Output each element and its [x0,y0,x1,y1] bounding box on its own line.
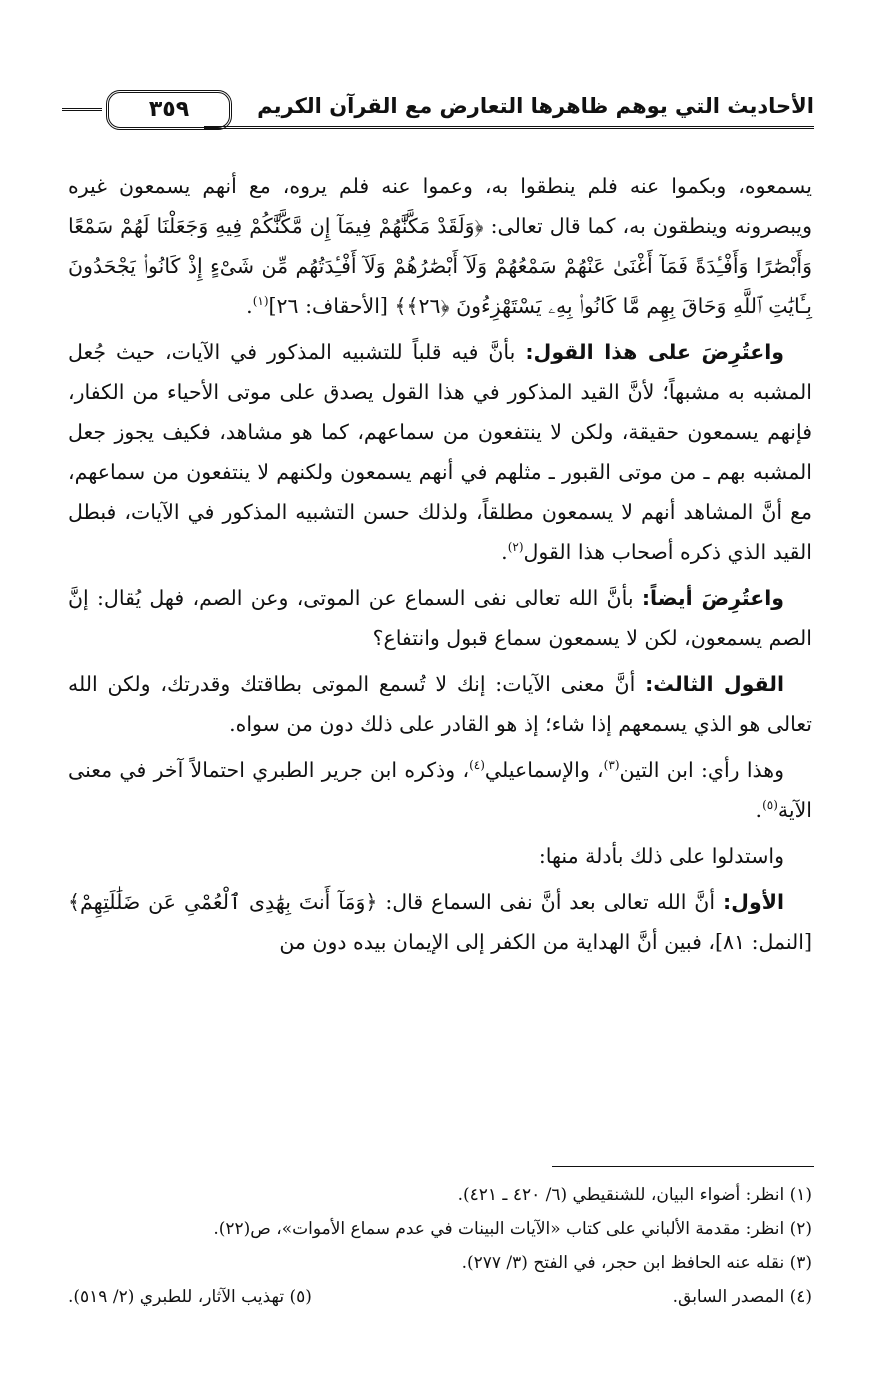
header-left-rule [62,108,102,111]
paragraph-end: . [501,540,508,564]
footnote-marker: (٤) [469,758,485,773]
paragraph-5 [68,750,812,830]
paragraph-text: بأنَّ فيه قلباً للتشبيه المذكور في الآيات، حيث جُعل المشبه به مشبهاً؛ لأنَّ القيد المذكور في هذا القول يصدق على موتى الأحياء من الكفار، فإنهم يسمعون حقيقة، ولكن لا ينتفعون من سماعهم، كما هو مشاهد، فكيف يجوز جعل المشبه بهم ـ من موتى القبور ـ مثلهم في أنهم يسمعون ولكنهم لا ينتفعون من سماعهم، مع أنَّ المشاهد أنهم لا يسمعون مطلقاً، ولذلك حسن التشبيه المذكور في الآيات، فبطل القيد الذي ذكره أصحاب هذا القول [68,340,812,564]
paragraph-text: أنَّ الله تعالى بعد أنَّ نفى السماع قال: [377,890,723,914]
paragraph-lead: واعتُرِضَ أيضاً: [641,586,784,610]
footnote-separator [552,1166,814,1167]
paragraph-3 [68,578,812,658]
verse-reference: [الأحقاف: ٢٦] [268,294,395,318]
footnote-2: (٢) انظر: مقدمة الألباني على كتاب «الآيات البينات في عدم سماع الأموات»، ص(٢٢). [213,1219,812,1239]
quran-verse: ﴿وَلَقَدْ مَكَّنَّٰهُمْ فِيمَآ إِن مَّكَّنَّٰكُمْ فِيهِ وَجَعَلْنَا لَهُمْ سَمْعًا وَأَبْصَٰرًا وَأَفْـِٔدَةً فَمَآ أَغْنَىٰ عَنْهُمْ سَمْعُهُمْ وَلَآ أَبْصَٰرُهُمْ وَلَآ أَفْـِٔدَتُهُم مِّن شَىْءٍ إِذْ كَانُوا۟ يَجْحَدُونَ بِـَٔايَٰتِ ٱللَّهِ وَحَاقَ بِهِم مَّا كَانُوا۟ بِهِۦ يَسْتَهْزِءُونَ ﴿٢٦﴾﴾ [68,214,812,318]
footnotes [68,1178,812,1314]
paragraph-text: وهذا رأي: ابن التين [619,758,784,782]
footnote-marker: (٥) [762,798,778,813]
footnote-5: (٥) تهذيب الآثار، للطبري (٢/ ٥١٩). [68,1287,312,1307]
page-header [62,86,814,136]
running-title: الأحاديث التي يوهم ظاهرها التعارض مع القرآن الكريم [257,94,814,118]
header-rule [204,126,814,129]
paragraph-lead: واعتُرِضَ على هذا القول: [525,340,784,364]
paragraph-1 [68,166,812,326]
footnote-4: (٤) المصدر السابق. [672,1287,812,1307]
paragraph-4 [68,664,812,744]
paragraph-2 [68,332,812,572]
paragraph-text: واستدلوا على ذلك بأدلة منها: [538,844,784,868]
paragraph-lead: القول الثالث: [645,672,784,696]
paragraph-lead: الأول: [722,890,784,914]
quran-verse: ﴿وَمَآ أَنتَ بِهَٰدِى ٱلْعُمْىِ عَن ضَلَٰلَتِهِمْ﴾ [68,890,378,914]
paragraph-text: بأنَّ الله تعالى نفى السماع عن الموتى، وعن الصم، فهل يُقال: إنَّ الصم يسمعون، لكن لا يسمعون سماع قبول وانتفاع؟ [68,586,812,650]
paragraph-end: . [246,294,253,318]
page-number: ٣٥٩ [106,90,232,130]
footnote-marker: (١) [252,294,269,309]
footnote-marker: (٣) [603,758,620,773]
paragraph-text: ، والإسماعيلي [484,758,604,782]
paragraph-end: . [755,798,763,822]
paragraph-text: أنَّ معنى الآيات: إنك لا تُسمع الموتى بطاقتك وقدرتك، ولكن الله تعالى هو الذي يسمعهم إذا شاء؛ إذ هو القادر على ذلك دون من سواه. [68,672,812,736]
paragraph-6 [68,836,812,876]
paragraph-text: يسمعوه، وبكموا عنه فلم ينطقوا به، وعموا عنه فلم يروه، مع أنهم يسمعون غيره ويبصرونه وينطقون به، كما قال تعالى: [68,174,813,238]
verse-reference: [النمل: ٨١]، فبين أنَّ الهداية من الكفر إلى الإيمان بيده دون من [279,930,812,954]
footnote-row-4-5 [68,1280,812,1314]
footnote-marker: (٢) [507,540,524,555]
footnote-3: (٣) نقله عنه الحافظ ابن حجر، في الفتح (٣/ ٢٧٧). [461,1253,812,1273]
paragraph-text: ، وذكره ابن جرير الطبري احتمالاً آخر في معنى الآية [68,758,812,822]
main-text [68,166,812,962]
paragraph-7 [68,882,812,962]
footnote-1: (١) انظر: أضواء البيان، للشنقيطي (٦/ ٤٢٠ ـ ٤٢١). [457,1185,812,1205]
